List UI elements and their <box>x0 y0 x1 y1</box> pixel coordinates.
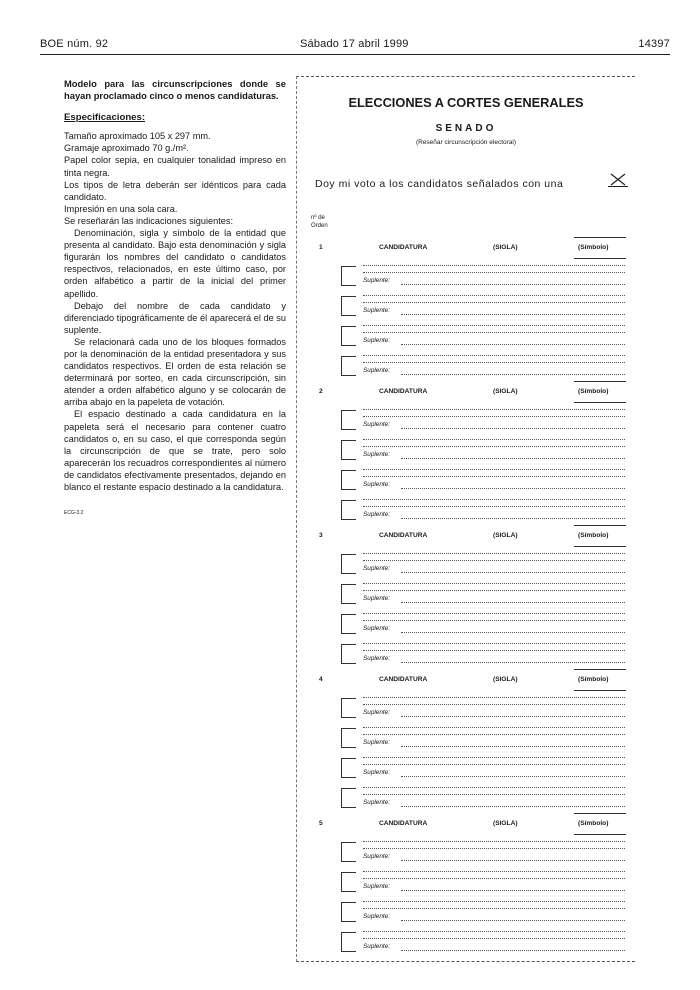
suplente-name-line <box>401 632 625 633</box>
candidature-sigla: (SIGLA) <box>493 676 518 683</box>
candidate-name-line <box>363 704 625 705</box>
suplente-label: Suplente: <box>363 799 391 806</box>
symbol-rule <box>574 669 626 670</box>
candidate-entry <box>297 693 635 721</box>
candidate-name-line <box>363 734 625 735</box>
vote-checkbox[interactable] <box>341 554 356 574</box>
candidate-name-line <box>363 613 625 614</box>
vote-checkbox[interactable] <box>341 842 356 862</box>
candidate-entry <box>297 753 635 781</box>
candidate-name-line <box>363 620 625 621</box>
suplente-name-line <box>401 860 625 861</box>
symbol-rule <box>574 258 626 259</box>
candidature-header <box>297 527 635 547</box>
candidate-name-line <box>363 325 625 326</box>
suplente-label: Suplente: <box>363 769 391 776</box>
symbol-rule <box>574 381 626 382</box>
candidature-label: CANDIDATURA <box>379 244 428 251</box>
candidature-label: CANDIDATURA <box>379 388 428 395</box>
candidate-entry <box>297 783 635 811</box>
suplente-name-line <box>401 314 625 315</box>
candidate-entry <box>297 837 635 865</box>
candidate-entry <box>297 609 635 637</box>
header-date: Sábado 17 abril 1999 <box>300 38 409 50</box>
symbol-rule <box>574 237 626 238</box>
candidature-symbol: (Símbolo) <box>578 388 609 395</box>
candidate-entry <box>297 321 635 349</box>
candidate-name-line <box>363 931 625 932</box>
suplente-name-line <box>401 806 625 807</box>
candidate-entry <box>297 639 635 667</box>
spec-paragraph: El espacio destinado a cada candidatura en la papeleta será el necesario para contener cuatro candidatos o, en su caso, el que corresponda según la circunscripción de que se trate, pero solo aparecerán los recuadros correspondientes al número de candidatos efectivamente presentados, dejando en blanco el restante espacio destinado a la candidatura. <box>64 409 286 492</box>
suplente-name-line <box>401 602 625 603</box>
candidature-header <box>297 671 635 691</box>
candidature-label: CANDIDATURA <box>379 820 428 827</box>
candidate-entry <box>297 579 635 607</box>
suplente-label: Suplente: <box>363 277 391 284</box>
spec-paragraph: Papel color sepia, en cualquier tonalidad impreso en tinta negra. <box>64 155 286 178</box>
candidature-header <box>297 239 635 259</box>
candidature-sigla: (SIGLA) <box>493 388 518 395</box>
candidate-name-line <box>363 499 625 500</box>
candidate-entry <box>297 927 635 955</box>
candidate-entry <box>297 723 635 751</box>
order-label-line: nº de <box>311 215 325 221</box>
specifications-heading: Especificaciones: <box>64 112 146 124</box>
vote-checkbox[interactable] <box>341 326 356 346</box>
candidate-entry <box>297 291 635 319</box>
candidature-header <box>297 383 635 403</box>
ballot-instruction: (Reseñar circunscripción electoral) <box>415 139 517 146</box>
suplente-name-line <box>401 344 625 345</box>
suplente-name-line <box>401 488 625 489</box>
suplente-label: Suplente: <box>363 481 391 488</box>
candidate-name-line <box>363 841 625 842</box>
candidate-name-line <box>363 764 625 765</box>
vote-checkbox[interactable] <box>341 698 356 718</box>
suplente-name-line <box>401 776 625 777</box>
suplente-label: Suplente: <box>363 913 391 920</box>
candidate-entry <box>297 465 635 493</box>
candidate-name-line <box>363 787 625 788</box>
candidate-entry <box>297 435 635 463</box>
spec-paragraph: Tamaño aproximado 105 x 297 mm. <box>64 131 211 142</box>
header-page-number: 14397 <box>638 38 670 50</box>
vote-checkbox[interactable] <box>341 410 356 430</box>
suplente-label: Suplente: <box>363 625 391 632</box>
vote-checkbox[interactable] <box>341 266 356 286</box>
candidate-name-line <box>363 362 625 363</box>
vote-checkbox[interactable] <box>341 500 356 520</box>
suplente-name-line <box>401 428 625 429</box>
candidate-name-line <box>363 416 625 417</box>
candidate-name-line <box>363 590 625 591</box>
candidate-name-line <box>363 476 625 477</box>
suplente-label: Suplente: <box>363 943 391 950</box>
model-title: Modelo para las circunscripciones donde se hayan proclamado cinco o menos candidaturas. <box>64 78 286 102</box>
ballot-title: ELECCIONES A CORTES GENERALES <box>348 95 584 110</box>
suplente-label: Suplente: <box>363 883 391 890</box>
vote-instruction: Doy mi voto a los candidatos señalados con una <box>315 178 564 190</box>
candidature-symbol: (Símbolo) <box>578 244 609 251</box>
suplente-label: Suplente: <box>363 655 391 662</box>
suplente-label: Suplente: <box>363 307 391 314</box>
candidate-name-line <box>363 295 625 296</box>
spec-paragraph: Denominación, sigla y símbolo de la entidad que presenta al candidato. Bajo esta denominación y sigla figurarán los nombres del candidato o candidatos respectivos, relacionados, en este último caso, por orden alfabético a partir de la inicial del primer apellido. <box>64 228 286 299</box>
candidature-number: 3 <box>319 532 323 539</box>
candidate-entry <box>297 867 635 895</box>
suplente-label: Suplente: <box>363 853 391 860</box>
candidature-number: 1 <box>319 244 323 251</box>
candidate-name-line <box>363 757 625 758</box>
vote-checkbox[interactable] <box>341 728 356 748</box>
candidature-sigla: (SIGLA) <box>493 244 518 251</box>
vote-checkbox[interactable] <box>341 644 356 664</box>
vote-checkbox[interactable] <box>341 902 356 922</box>
candidature-number: 4 <box>319 676 323 683</box>
candidature-label: CANDIDATURA <box>379 532 428 539</box>
x-mark-icon <box>608 173 628 187</box>
candidate-name-line <box>363 332 625 333</box>
candidature-symbol: (Símbolo) <box>578 532 609 539</box>
symbol-rule <box>574 813 626 814</box>
vote-checkbox[interactable] <box>341 470 356 490</box>
specifications-column <box>64 78 286 519</box>
candidate-name-line <box>363 848 625 849</box>
candidate-name-line <box>363 583 625 584</box>
spec-paragraph: Los tipos de letra deberán ser idénticos para cada candidato. <box>64 179 286 202</box>
vote-checkbox[interactable] <box>341 872 356 892</box>
form-code: ECG-3.2 <box>64 510 84 517</box>
vote-checkbox[interactable] <box>341 356 356 376</box>
candidature-label: CANDIDATURA <box>379 676 428 683</box>
candidate-name-line <box>363 409 625 410</box>
candidature-number: 5 <box>319 820 323 827</box>
candidate-name-line <box>363 878 625 879</box>
candidature-symbol: (Símbolo) <box>578 676 609 683</box>
suplente-name-line <box>401 890 625 891</box>
suplente-name-line <box>401 374 625 375</box>
candidate-name-line <box>363 650 625 651</box>
symbol-rule <box>574 546 626 547</box>
candidature-symbol: (Símbolo) <box>578 820 609 827</box>
candidate-name-line <box>363 553 625 554</box>
candidate-name-line <box>363 697 625 698</box>
symbol-rule <box>574 690 626 691</box>
candidature-header <box>297 815 635 835</box>
suplente-name-line <box>401 950 625 951</box>
suplente-label: Suplente: <box>363 337 391 344</box>
suplente-label: Suplente: <box>363 367 391 374</box>
spec-paragraph: Se reseñarán las indicaciones siguientes: <box>64 215 234 226</box>
candidate-entry <box>297 549 635 577</box>
suplente-name-line <box>401 716 625 717</box>
candidate-name-line <box>363 439 625 440</box>
candidate-entry <box>297 351 635 379</box>
suplente-name-line <box>401 458 625 459</box>
order-label-line: Orden <box>311 223 328 229</box>
candidate-entry <box>297 897 635 925</box>
suplente-name-line <box>401 920 625 921</box>
suplente-name-line <box>401 518 625 519</box>
vote-checkbox[interactable] <box>341 932 356 952</box>
suplente-name-line <box>401 662 625 663</box>
spec-paragraph: Debajo del nombre de cada candidato y diferenciado tipográficamente de él aparecerá el de su suplente. <box>64 300 286 335</box>
candidate-entry <box>297 405 635 433</box>
suplente-label: Suplente: <box>363 709 391 716</box>
vote-checkbox[interactable] <box>341 758 356 778</box>
vote-checkbox[interactable] <box>341 440 356 460</box>
candidate-entry <box>297 261 635 289</box>
spec-paragraph: Se relacionará cada uno de los bloques formados por la denominación de la entidad presentadora y sus candidatos respectivos. El orden de esta relación se determinará por sorteo, en cada circunscripción, sin atender a orden alfabético alguno y se colocarán de arriba abajo en la papeleta de votación. <box>64 336 286 408</box>
candidate-name-line <box>363 355 625 356</box>
candidate-name-line <box>363 643 625 644</box>
symbol-rule <box>574 402 626 403</box>
candidate-name-line <box>363 727 625 728</box>
candidature-number: 2 <box>319 388 323 395</box>
suplente-name-line <box>401 572 625 573</box>
candidate-name-line <box>363 938 625 939</box>
suplente-name-line <box>401 746 625 747</box>
vote-checkbox[interactable] <box>341 296 356 316</box>
vote-checkbox[interactable] <box>341 584 356 604</box>
candidate-name-line <box>363 272 625 273</box>
header-journal: BOE núm. 92 <box>40 38 109 50</box>
suplente-label: Suplente: <box>363 511 391 518</box>
suplente-label: Suplente: <box>363 565 391 572</box>
suplente-label: Suplente: <box>363 595 391 602</box>
candidate-name-line <box>363 446 625 447</box>
candidate-name-line <box>363 908 625 909</box>
symbol-rule <box>574 834 626 835</box>
candidature-sigla: (SIGLA) <box>493 532 518 539</box>
candidate-name-line <box>363 469 625 470</box>
spec-paragraph: Impresión en una sola cara. <box>64 203 178 214</box>
ballot-paper <box>296 76 635 962</box>
header-rule <box>40 54 670 55</box>
suplente-label: Suplente: <box>363 739 391 746</box>
vote-checkbox[interactable] <box>341 614 356 634</box>
vote-checkbox[interactable] <box>341 788 356 808</box>
candidate-name-line <box>363 794 625 795</box>
order-label <box>311 214 328 230</box>
candidate-name-line <box>363 302 625 303</box>
candidature-sigla: (SIGLA) <box>493 820 518 827</box>
candidate-name-line <box>363 506 625 507</box>
candidate-name-line <box>363 901 625 902</box>
suplente-name-line <box>401 284 625 285</box>
suplente-label: Suplente: <box>363 451 391 458</box>
candidate-name-line <box>363 265 625 266</box>
suplente-label: Suplente: <box>363 421 391 428</box>
candidate-entry <box>297 495 635 523</box>
candidate-name-line <box>363 560 625 561</box>
spec-paragraph: Gramaje aproximado 70 g./m². <box>64 143 189 154</box>
ballot-subtitle: SENADO <box>435 123 497 134</box>
symbol-rule <box>574 525 626 526</box>
candidate-name-line <box>363 871 625 872</box>
